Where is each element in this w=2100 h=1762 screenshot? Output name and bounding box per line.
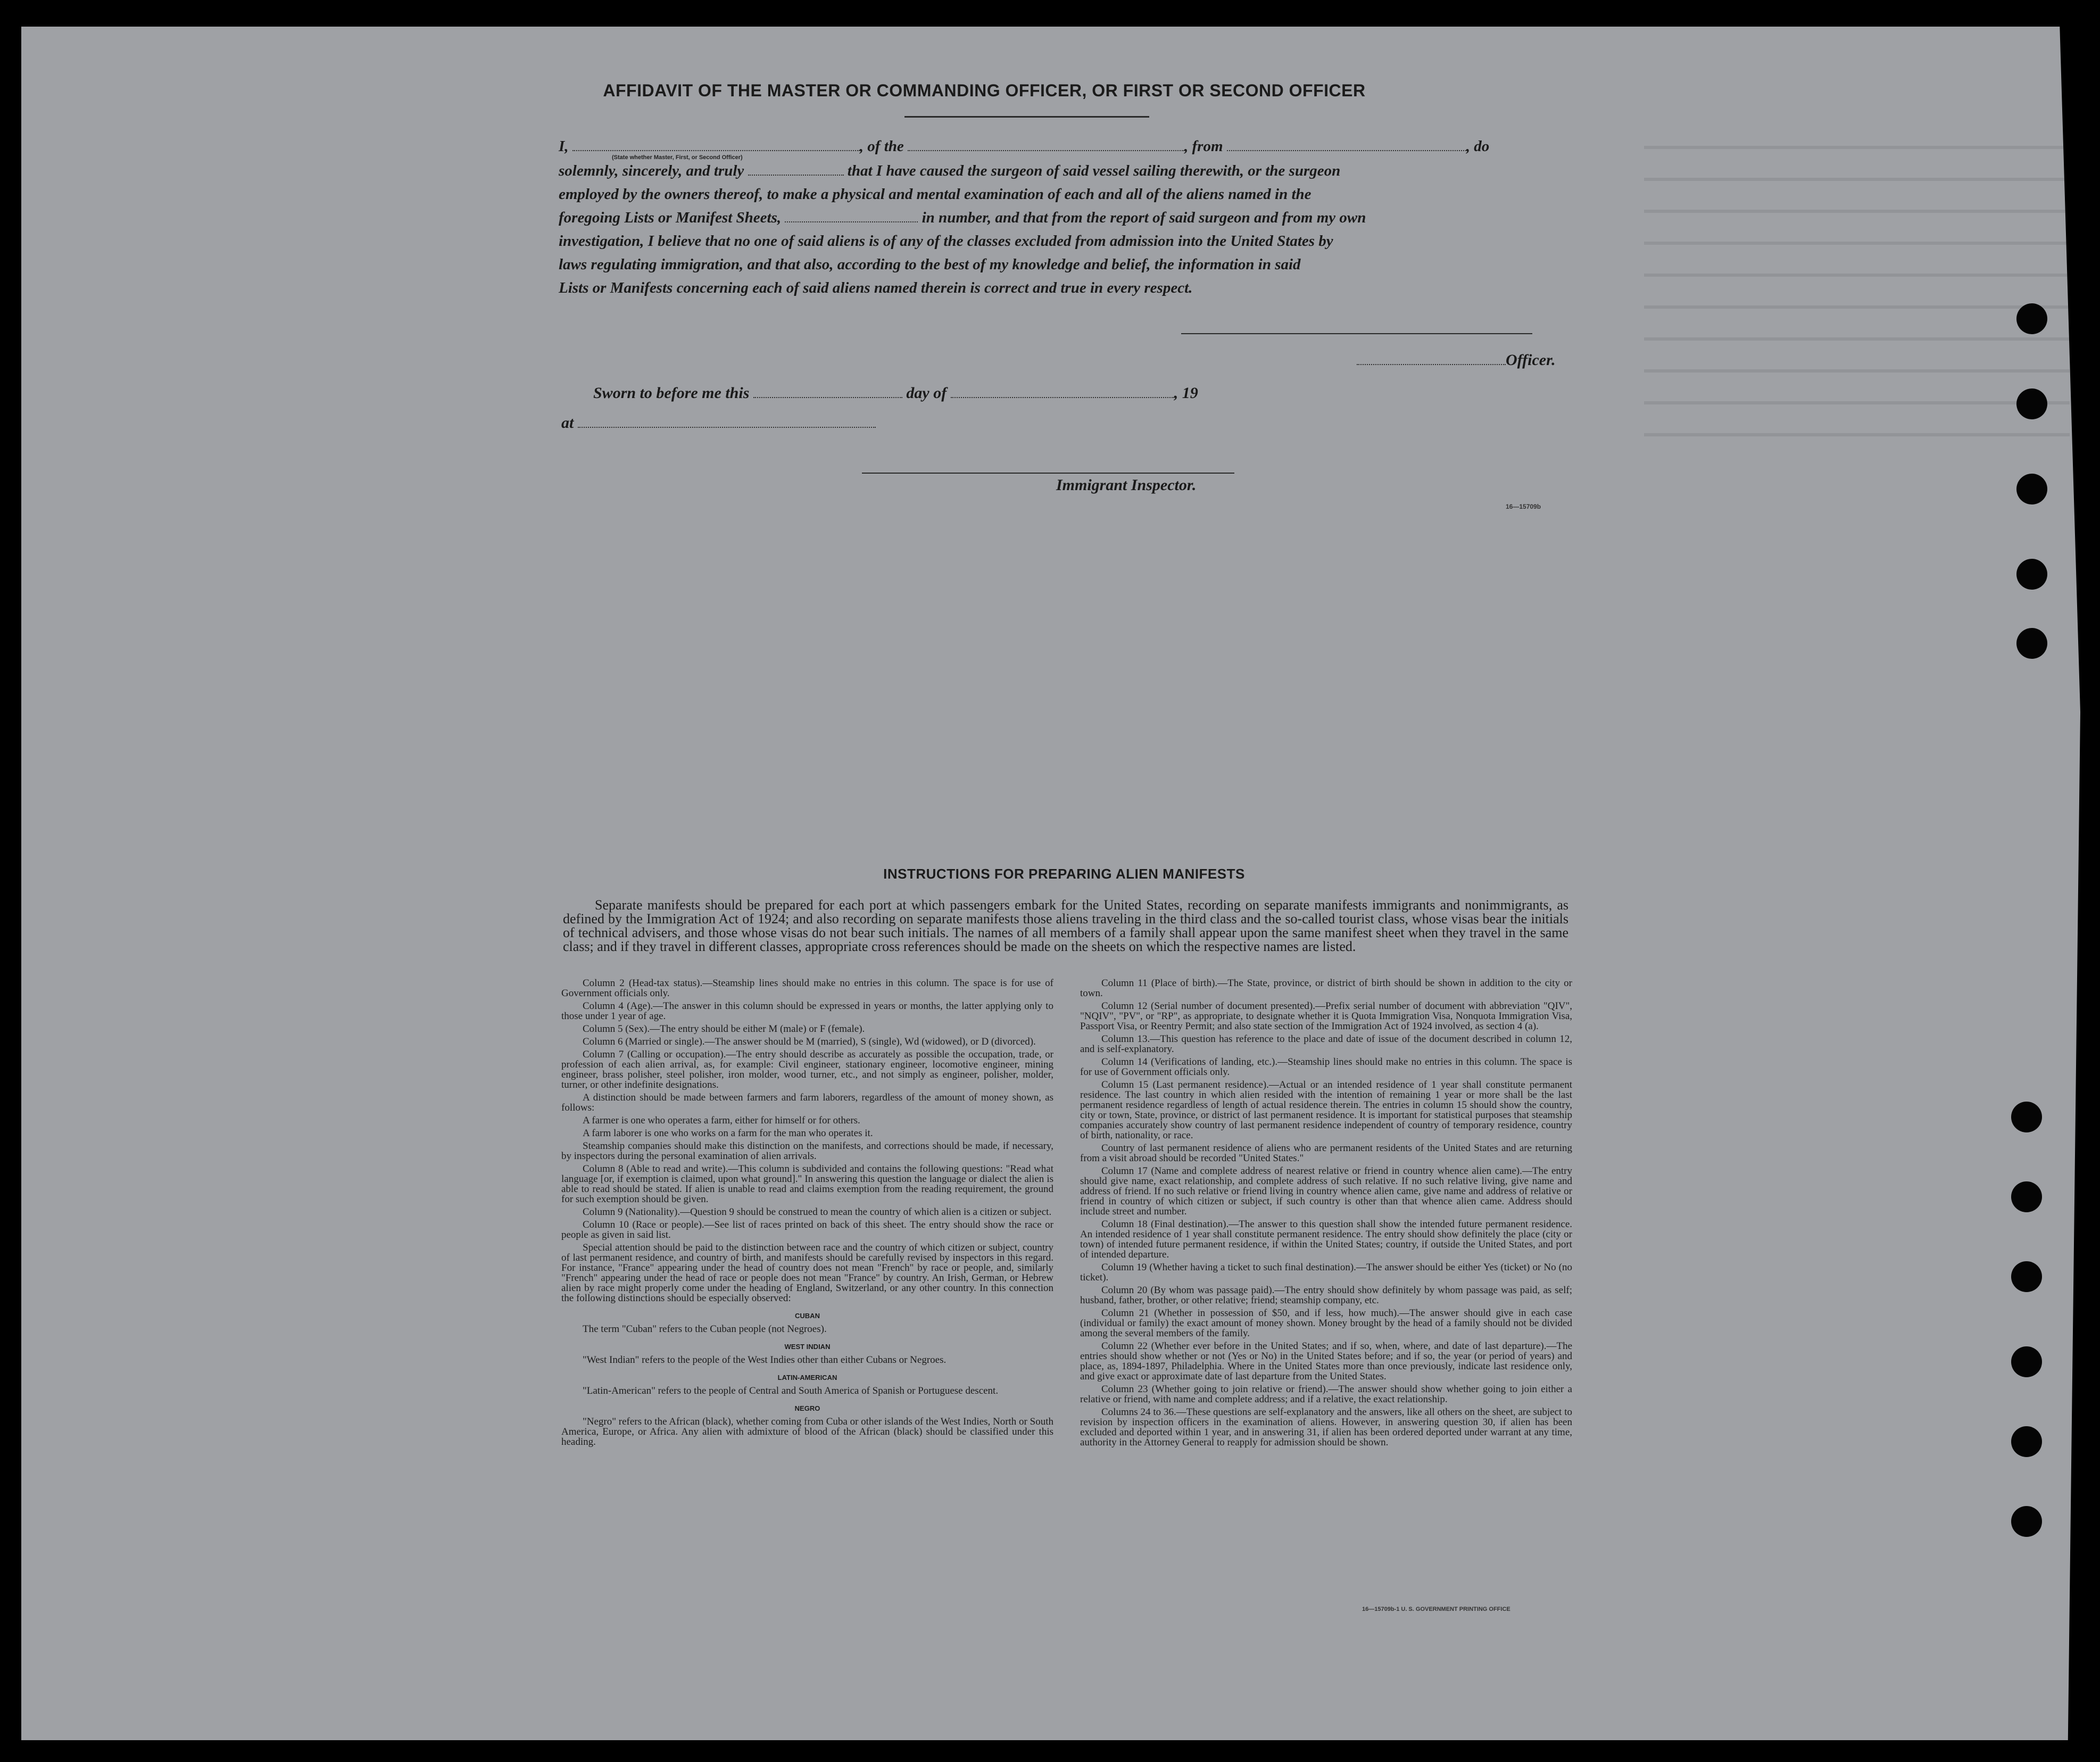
affidavit-line-5: investigation, I believe that no one of said aliens is of any of the classes excluded from admission into the United States by [559,233,1333,250]
affidavit-line-6: laws regulating immigration, and that also, according to the best of my knowledge and belief, the information in said [559,256,1301,273]
affidavit-line-1: I, , of the , from , do [559,138,1490,155]
punch-hole [2011,1261,2042,1292]
sworn-day-field[interactable] [753,386,902,398]
sworn-month-field[interactable] [951,386,1174,398]
sheet-count-field[interactable] [785,211,918,222]
sworn-line: Sworn to before me this day of , 19 [593,384,1198,402]
sworn-place-field[interactable] [578,416,876,428]
punch-hole [2011,1102,2042,1132]
instructions-right-column: Column 11 (Place of birth).—The State, province, or district of birth should be shown in addition to the city or town. Column 12 (Serial number of document presented).—Prefix serial number of document with abbreviation "QIV", "NQIV", "PV", or "RP", as appropriate, to designate whether it is Quota Immigration Visa, Nonquota Immigration Visa, Passport Visa, or Reentry Permit; and also state section of the Immigration Act of 1924 involved, as section 4 (a). Column 13.—This question has reference to the place and date of issue of the document described in column 12, and is self-explanatory. Column 14 (Verifications of landing, etc.).—Steamship lines should make no entries in this column. The space is for use of Government officials only. Column 15 (Last permanent residence).—Actual or an intended residence of 1 year shall constitute permanent residence. The last country in which alien resided with the intention of remaining 1 year or more shall be the last permanent residence regardless of length of actual residence therein. The entries in column 15 should show the country, city or town, State, province, or district of last permanent residence. It is important for statistical purposes that steamship companies accurately show country of last permanent residence independent of country of temporary residence, country of birth, nationality, or race. Country of last permanent residence of aliens who are permanent residents of the United States and are returning from a visit abroad should be recorded "United States." Column 17 (Name and complete address of nearest relative or friend in country whence alien came).—The entry should give name, exact relationship, and complete address of such relative. If no such relative living, give name and address of friend. If no such relative or friend living in country whence alien came, give name and address of relative or friend in country of which citizen or subject, if such country is other than that whence alien came. Address should include street and number. Column 18 (Final destination).—The answer to this question shall show the intended future permanent residence. An intended residence of 1 year shall constitute permanent residence. The entry should show definitely the place (city or town) of intended future permanent residence, if within the United States; country, if outside the United States, and port of intended departure. Column 19 (Whether having a ticket to such final destination).—The answer should be either Yes (ticket) or No (no ticket). Column 20 (By whom was passage paid).—The entry should show definitely by whom passage was paid, as self; husband, father, brother, or other relative; friend; steamship company, etc. Column 21 (Whether in possession of $50, and if less, how much).—The answer should give in each case (individual or family) the exact amount of money shown. Money brought by the head of a family should not be divided among the several members of the family. Column 22 (Whether ever before in the United States; and if so, when, where, and date of last departure).—The entries should show whether or not (Yes or No) in the United States before; and if so, the year (or period of years) and place, as, 1894-1897, Philadelphia. Where in the United States more than once previously, indicate last residence only, and give exact or approximate date of last departure from the United States. Column 23 (Whether going to join relative or friend).—The answer should show whether going to join either a relative or friend, with name and complete address; and if a relative, the exact relationship. Columns 24 to 36.—These questions are self-explanatory and the answers, like all others on the sheet, are subject to revision by inspection officers in the examination of aliens. However, in answering question 30, if alien has been excluded and deported within 1 year, and in answering 31, if alien has been ordered deported under warrant at any time, authority in the Attorney General to reapply for admission should be shown. [1080,978,1572,1448]
inspector-signature-line [862,473,1234,474]
title-underline [904,116,1149,118]
punch-hole [2016,474,2047,504]
affidavit-line-7: Lists or Manifests concerning each of said aliens named therein is correct and true in every respect. [559,279,1193,296]
heading-west-indian: WEST INDIAN [784,1343,831,1351]
affidavit-line-3: employed by the owners thereof, to make a physical and mental examination of each and all of the aliens named in the [559,186,1312,203]
punch-hole [2016,303,2047,334]
instructions-title: INSTRUCTIONS FOR PREPARING ALIEN MANIFESTS [883,866,1245,882]
form-number: 16—15709b [1506,503,1541,510]
punch-hole [2016,628,2047,659]
punch-hole [2016,388,2047,419]
oath-field[interactable] [748,164,844,176]
printer-imprint: 16—15709b-1 U. S. GOVERNMENT PRINTING OFFICE [1362,1606,1510,1612]
heading-latin-american: LATIN-AMERICAN [777,1374,837,1382]
instructions-intro: Separate manifests should be prepared for each port at which passengers embark for the United States, recording on separate manifests immigrants and nonimmigrants, as defined by the Immigration Act of 1924; and also recording on separate manifests those aliens traveling in the third class and the so-called tourist class, whose visas bear the initials of technical advisers, and those whose visas do not bear such initials. The names of all members of a family shall appear upon the same manifest sheet when they travel in the same class; and if they travel in different classes, appropriate cross references should be made on the sheets on which the respective names are listed. [563,897,1568,954]
signature-line-1 [1181,333,1532,334]
officer-title-field[interactable] [572,139,860,151]
punch-hole [2016,559,2047,590]
affidavit-title: AFFIDAVIT OF THE MASTER OR COMMANDING OFFICER, OR FIRST OR SECOND OFFICER [603,81,1366,100]
vessel-name-field[interactable] [908,139,1184,151]
sworn-place-line: at [561,414,876,432]
punch-hole [2011,1506,2042,1537]
affidavit-line-2: solemnly, sincerely, and truly that I have caused the surgeon of said vessel sailing therewith, or the surgeon [559,162,1341,179]
officer-signature: Officer. [1357,351,1556,369]
inspector-label: Immigrant Inspector. [1056,476,1197,494]
heading-negro: NEGRO [794,1404,820,1412]
bleed-through-text [1644,117,2070,436]
punch-hole [2011,1426,2042,1457]
punch-hole [2011,1346,2042,1377]
punch-hole [2011,1181,2042,1212]
affidavit-line-4: foregoing Lists or Manifest Sheets, in number, and that from the report of said surgeon and from my own [559,209,1366,226]
departure-port-field[interactable] [1227,139,1466,151]
officer-title-note: (State whether Master, First, or Second Officer) [612,154,743,161]
officer-signature-field[interactable] [1357,353,1506,365]
instructions-left-column: Column 2 (Head-tax status).—Steamship lines should make no entries in this column. The space is for use of Government officials only. Column 4 (Age).—The answer in this column should be expressed in years or months, the latter applying only to those under 1 year of age. Column 5 (Sex).—The entry should be either M (male) or F (female). Column 6 (Married or single).—The answer should be M (married), S (single), Wd (widowed), or D (divorced). Column 7 (Calling or occupation).—The entry should describe as accurately as possible the occupation, trade, or profession of each alien arrival, as, for example: Civil engineer, stationary engineer, locomotive engineer, mining engineer, brass polisher, steel polisher, iron molder, wood turner, etc., and not simply as engineer, polisher, molder, turner, or other indefinite designations. A distinction should be made between farmers and farm laborers, regardless of the amount of money shown, as follows: A farmer is one who operates a farm, either for himself or for others. A farm laborer is one who works on a farm for the man who operates it. Steamship companies should make this distinction on the manifests, and corrections should be made, if necessary, by inspectors during the personal examination of alien arrivals. Column 8 (Able to read and write).—This column is subdivided and contains the following questions: "Read what language [or, if exemption is claimed, upon what ground]." In answering this question the language or dialect the alien is able to read should be stated. If alien is unable to read and claims exemption from the reading requirement, the ground for such exemption should be given. Column 9 (Nationality).—Question 9 should be construed to mean the country of which alien is a citizen or subject. Column 10 (Race or people).—See list of races printed on back of this sheet. The entry should show the race or people as given in said list. Special attention should be paid to the distinction between race and the country of which citizen or subject, country of last permanent residence, and country of birth, and manifests should be carefully revised by inspectors in this regard. For instance, "France" appearing under the head of country does not mean "French" by race or people, and, similarly "French" appearing under the head of race or people does not mean "France" by country. An Irish, German, or Hebrew alien by race might properly come under the heading of England, Switzerland, or any other country. In this connection the following distinctions should be especially observed: CUBAN The term "Cuban" refers to the Cuban people (not Negroes). WEST INDIAN "West Indian" refers to the people of the West Indies other than either Cubans or Negroes. LATIN-AMERICAN "Latin-American" refers to the people of Central and South America of Spanish or Portuguese descent. NEGRO "Negro" refers to the African (black), whether coming from Cuba or other islands of the West Indies, North or South America, Europe, or Africa. Any alien with admixture of blood of the African (black) should be classified under this heading. [561,978,1053,1447]
heading-cuban: CUBAN [795,1312,820,1320]
